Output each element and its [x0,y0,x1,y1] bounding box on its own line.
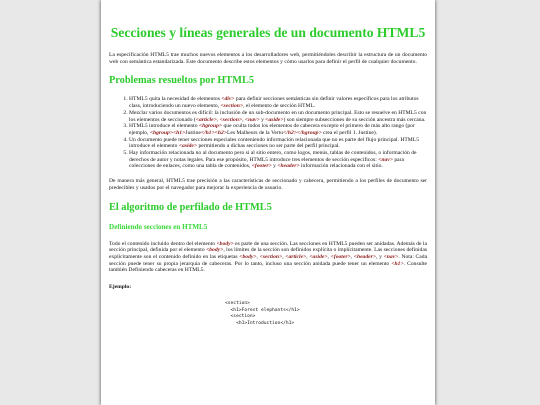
text-run: , [282,253,286,260]
closing-paragraph: De manera más general, HTML5 trae precisión a las características de seccionado y cabecera, permitiendo a los perfiles de documento ser predecibles y usados por el navegador para mejorar la experiencia de usuario. [109,178,427,191]
text-run: crea el perfil 1. Justine). [321,129,378,136]
html-tag-code: <hgroup> [198,123,223,130]
html-tag-code: <aside> [309,253,328,260]
text-run: HTML5 introduce el elemento [129,123,199,130]
html-tag-code: <section> [259,253,283,260]
code-line: <section> [225,300,250,306]
html-tag-code: <body> [216,240,234,247]
text-run: HTML5 quita la necesidad de elementos [129,96,222,103]
text-run: , [242,116,245,123]
html-tag-code: <h1> [391,260,404,267]
text-run: para colecciones de enlaces, como una tabla de contenidos, [129,156,404,170]
html-tag-code: <article> [285,253,307,260]
text-run: información relacionada con el sitio. [299,163,383,170]
text-run: , [256,253,260,260]
problem-list-item [129,137,427,150]
html-tag-code: <footer> [251,163,272,170]
text-run: Justine [185,129,201,136]
html-tag-code: <div> [221,96,235,103]
problem-list-item [129,110,427,123]
text-run: Un documento puede tener secciones especiales conteniendo información relacionada que no es parte del flujo principal. HTML5 introduce el elemento [129,136,419,150]
html-tag-code: <nav> [378,156,393,163]
section-heading-problemas: Problemas resueltos por HTML5 [109,75,255,87]
code-line: <h1>Introduction</h1> [225,321,295,327]
html-tag-code: <article> [195,116,217,123]
text-run: , el elemento de sección HTML. [243,103,316,110]
html-tag-code: <section> [219,116,243,123]
text-run: , [216,116,220,123]
html-tag-code: <body> [206,247,224,254]
text-run: , [350,253,354,260]
text-run: que oculta todos los elementos de cabecera excepto el primero de más alto rango (por ejemplo, [129,123,415,136]
text-run: , y [376,253,384,260]
html-tag-code: <hgroup><h1> [149,129,186,136]
text-run: es parte de una sección. Las secciones en HTML5 pueden ser anidadas. Además de la sección principal, definida por el elemento [109,240,427,254]
example-label: Ejemplo: [109,284,132,291]
html-tag-code: <nav> [244,116,260,123]
subsection-heading-definiendo: Definiendo secciones en HTML5 [109,222,208,231]
html-tag-code: <header> [353,253,377,260]
text-run: Les Malheurs de la Vertu [226,129,284,136]
code-example [225,301,427,328]
html-tag-code: </h2></hgroup> [283,129,322,136]
intro-paragraph: La especificación HTML5 trae muchos nuevos elementos a los desarrolladores web, permitiéndoles describir la estructura de un documento web con semántica estandarizada. Este documento describe estos elementos y cómo usarlos para definir el perfil de cualquier documento. [109,52,427,65]
text-run: Todo el contenido incluido dentro del elemento [109,240,217,247]
text-run: , [306,253,310,260]
document-content [101,0,435,328]
sections-paragraph [109,241,427,275]
html-tag-code: <aside> [265,116,284,123]
html-tag-code: <body> [239,253,257,260]
code-line: <section> [225,314,256,320]
text-run: y [271,163,278,170]
text-run: ) son siempre subsecciones de su sección ancestra más cercana. [283,116,426,123]
text-run: . Consulte también Definiendo cabeceras en HTML5. [109,260,428,274]
text-run: Hay información relacionada no al documento pero si al sitio entero, como logos, menús, tablas de contenidos, o información de derechos de autor y notas legales. Para ese propósito, HTML5 introduce tres elementos de sección específicos: [129,150,417,163]
html-tag-code: <aside> [178,143,198,150]
section-heading-algoritmo: El algoritmo de perfilado de HTML5 [109,201,272,213]
problem-list-item [129,123,427,136]
html-tag-code: </h1><h2> [200,129,227,136]
text-run: , los límites de la sección son definidos explícita o implícitamente. Las secciones definidas explícitamente son el contenido definido en las etiquetas [109,247,428,260]
text-run: permitiendo a dichas secciones no ser parte del perfil principal. [197,143,340,150]
code-line: <h1>Forest elephants</h1> [225,307,300,313]
html-tag-code: <section> [220,103,244,110]
problem-list-item [129,150,427,170]
page-title: Secciones y líneas generales de un documento HTML5 [110,25,426,40]
html-tag-code: <header> [277,163,300,170]
html-tag-code: <nav> [383,253,399,260]
text-run: para definir secciones semánticas sin definir valores específicos para los atributos class, introduciendo un nuevo elemento, [129,96,419,110]
html-tag-code: <footer> [330,253,351,260]
problems-list [109,96,427,170]
text-run: y [259,116,266,123]
problem-list-item [129,96,427,109]
text-run: Mezclar varios documentos es difícil: la inclusión de un sub-documento en un documento principal. Esto se resuelve en HTML5 con los elementos de seccionado ( [129,109,427,123]
document-page [101,0,435,405]
text-run: . Nota: Cada sección puede tener su propia jerarquía de cabeceras. Por lo tanto, incluso una sección anidada puede tener un elemento [109,253,428,267]
text-run: , [327,253,331,260]
